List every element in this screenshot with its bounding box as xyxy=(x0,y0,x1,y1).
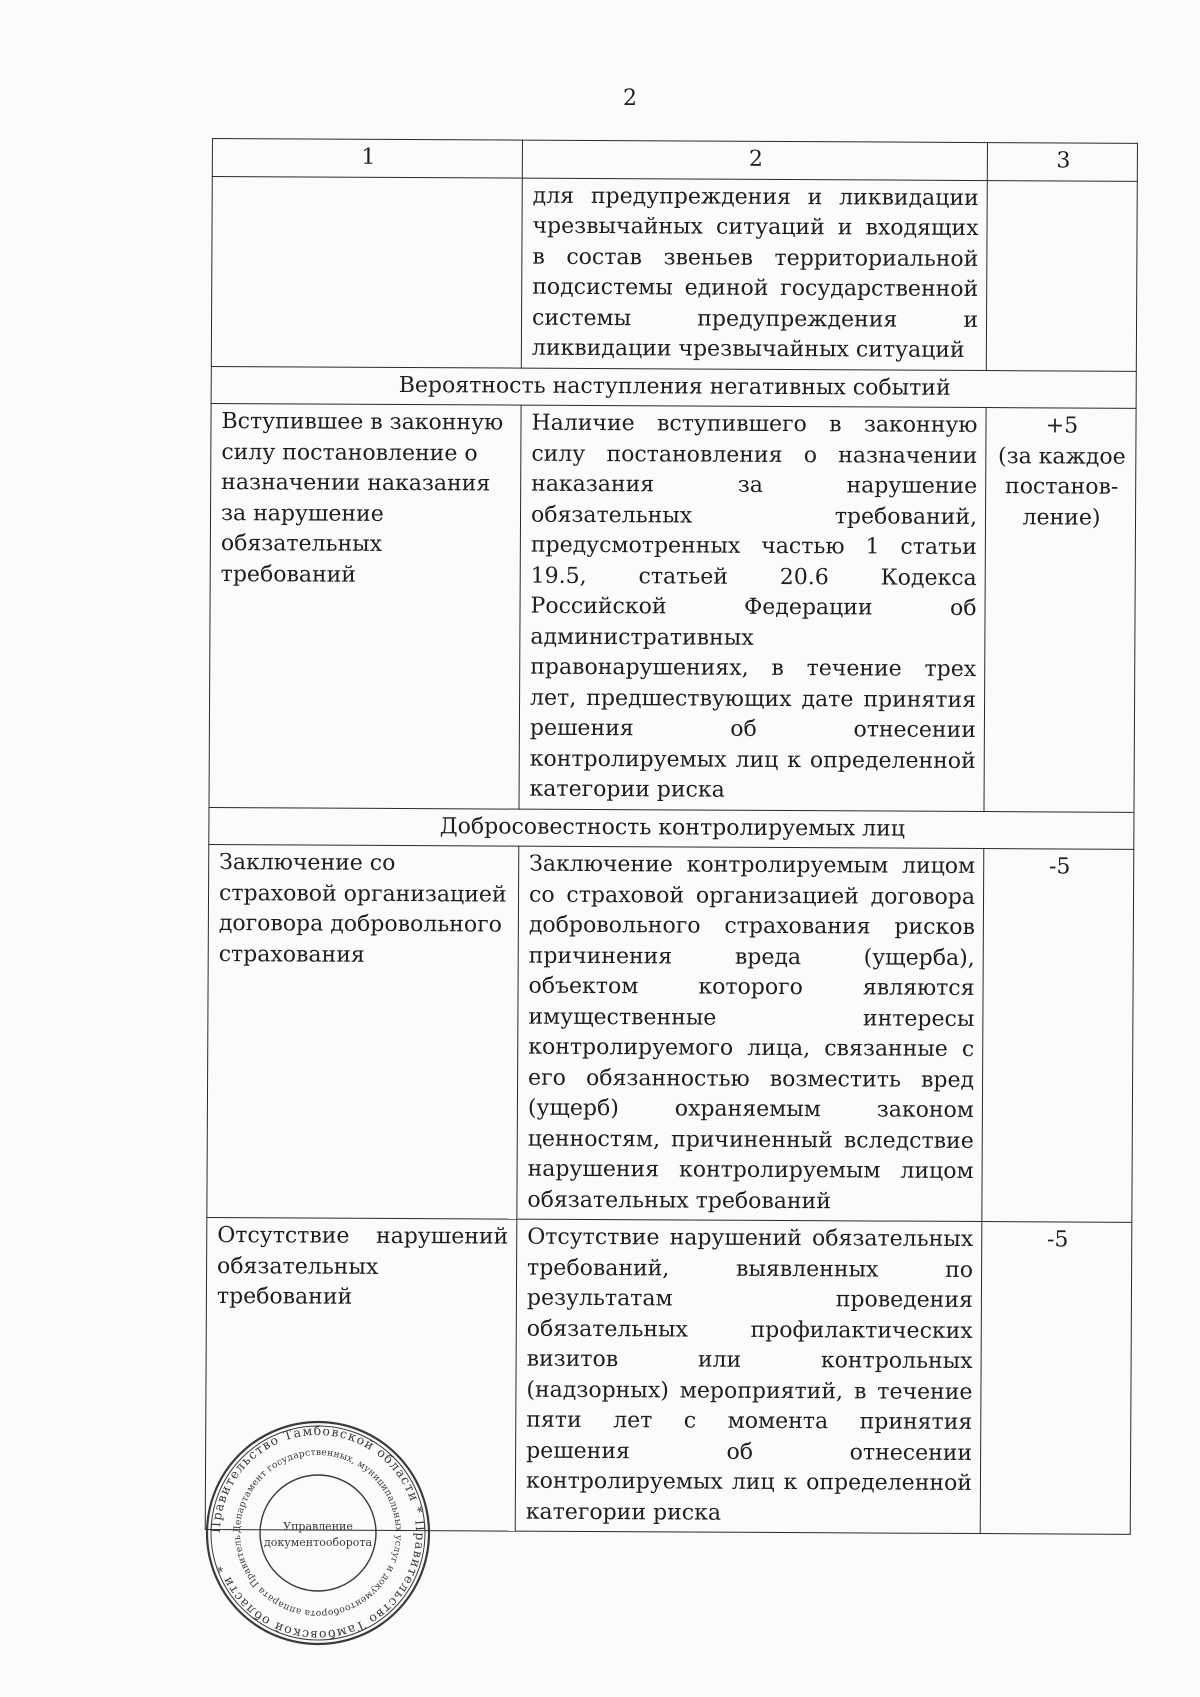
page-number: 2 xyxy=(623,86,637,111)
score-cell xyxy=(984,408,1136,812)
stamp-center-line-2: документооборота xyxy=(263,1536,373,1549)
table-row xyxy=(207,844,1134,1222)
criterion-cell: Заключение со страховой организацией договора добровольного страхования xyxy=(207,844,519,1219)
score-value: +5 xyxy=(1045,413,1079,439)
criterion-cell: Отсутствие нарушений обязательных требований xyxy=(205,1217,517,1531)
section-title: Вероятность наступления негативных событий xyxy=(211,366,1136,408)
description-cell: для предупреждения и ликвидации чрезвычайных ситуаций и входящих в состав звеньев территориальной подсистемы единой государственной системы предупреждения и ликвидации чрезвычайных ситуаций xyxy=(521,178,987,370)
document-stamp xyxy=(203,1418,433,1648)
stamp-center-line-1: Управление xyxy=(283,1520,353,1533)
stamp-inner-text: Департамент государственных, муниципальных услуг и документооборота аппарата Правитель xyxy=(231,1446,405,1620)
table-row xyxy=(209,403,1136,811)
description-cell: Наличие вступившего в законную силу постановления о назначении наказания за нарушение обязательных требований, предусмотренных частью 1 статьи 19.5, статьей 20.6 Кодекса Российской Федерации об административных правонарушениях, в течение трех лет, предшествующих дате принятия решения об отнесении контролируемых лиц к определенной категории риска xyxy=(519,405,986,811)
criterion-cell: Вступившее в законную силу постановление о назначении наказания за нарушение обязательных требований xyxy=(209,403,521,808)
score-note: (за каждое постанов-ление) xyxy=(997,443,1126,531)
description-cell: Заключение контролируемым лицом со страховой организацией договора добровольного страхования рисков причинения вреда (ущерба), объектом которого являются имущественные интересы контролируемого лица, связанные с его обязанностью возместить вред (ущерб) охраняемым законом ценностям, причиненный вследствие нарушения контролируемым лицом обязательных требований xyxy=(517,846,984,1221)
score-cell: -5 xyxy=(982,849,1134,1223)
stamp-seal xyxy=(203,1418,433,1648)
description-cell: Отсутствие нарушений обязательных требований, выявленных по результатам проведения обязательных профилактических визитов или контрольных (надзорных) мероприятий, в течение пяти лет с момента принятия решения об отнесении контролируемых лиц к определенной категории риска xyxy=(515,1219,982,1533)
section-row xyxy=(209,807,1134,849)
table-header-row xyxy=(212,139,1137,181)
risk-criteria-table xyxy=(205,138,1138,1535)
score-cell: -5 xyxy=(980,1222,1132,1535)
column-number-2: 2 xyxy=(522,140,987,180)
stamp-outer-text: Правительство Тамбовской области * Правительство Тамбовской области * xyxy=(207,1422,429,1644)
section-title: Добросовестность контролируемых лиц xyxy=(209,807,1134,849)
section-row xyxy=(211,366,1136,408)
column-number-3: 3 xyxy=(987,143,1137,181)
column-number-1: 1 xyxy=(212,139,522,178)
criterion-cell xyxy=(211,176,522,368)
score-cell xyxy=(986,180,1137,371)
table-row xyxy=(211,176,1137,371)
